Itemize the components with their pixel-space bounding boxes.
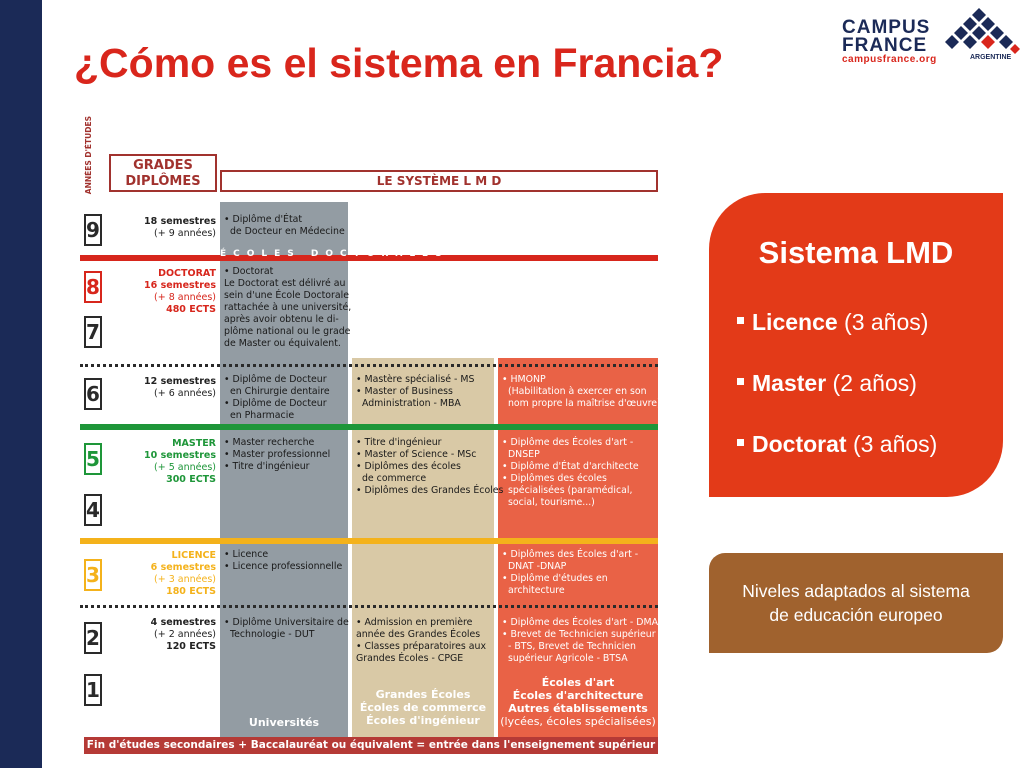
sem-ects: 180 ECTS (166, 586, 216, 597)
univ-cell-2: • Diplôme Universitaire de Technologie - DUT (224, 617, 349, 640)
grades-header-line-2: DIPLÔMES (125, 174, 201, 189)
bullet-icon (737, 439, 744, 446)
sem-level: DOCTORAT (158, 268, 216, 279)
sem-years: (+ 2 années) (154, 629, 216, 640)
sem-years: (+ 8 années) (154, 292, 216, 303)
univ-cell-9: • Diplôme d'État de Docteur en Médecine (224, 214, 345, 237)
years-vertical-label: ANNÉES D'ÉTUDES (84, 116, 93, 195)
sem-years: (+ 6 années) (154, 388, 216, 399)
lmd-system-diagram (80, 110, 662, 758)
lmd-item-duration: (3 años) (837, 309, 929, 335)
grandes-head-2: Écoles de commerce (359, 701, 487, 714)
separator-line (80, 364, 658, 367)
art-head-3: Autres établissements (508, 702, 648, 715)
slide-title: ¿Cómo es el sistema en Francia? (74, 40, 724, 86)
sem-label: 16 semestres (144, 280, 216, 291)
lmd-item-label: Licence (752, 309, 838, 335)
bullet-icon (737, 317, 744, 324)
logo-diamonds-icon (934, 6, 1024, 54)
grades-header-line-1: GRADES (133, 158, 193, 173)
univ-column-head: Universités (248, 716, 320, 729)
year-box-8: 8 (84, 271, 102, 303)
sem-ects: 300 ECTS (166, 474, 216, 485)
lmd-item-doctorat (737, 431, 937, 458)
bullet-icon (737, 378, 744, 385)
univ-cell-8: • Doctorat Le Doctorat est délivré au sein d'une École Doctorale rattachée à une université, après avoir obtenu le di- plôme national ou le grade de Master ou équivalent. (224, 266, 352, 349)
separator-line (80, 605, 658, 608)
year-box-9: 9 (84, 214, 102, 246)
art-head-sub: (lycées, écoles spécialisées) (500, 715, 656, 728)
art-head-2: Écoles d'architecture (512, 689, 644, 702)
sem-label: 18 semestres (144, 216, 216, 227)
sem-years: (+ 5 années) (154, 462, 216, 473)
year-box-3: 3 (84, 559, 102, 591)
sem-label: 10 semestres (144, 450, 216, 461)
semesters-10 (110, 438, 216, 486)
logo-country: ARGENTINE (970, 54, 1012, 61)
univ-cell-3: • Licence • Licence professionnelle (224, 549, 343, 572)
sem-label: 12 semestres (144, 376, 216, 387)
lmd-item-licence (737, 309, 928, 336)
year-box-2: 2 (84, 622, 102, 654)
niveles-line-2: de educación europeo (769, 605, 943, 625)
year-box-1: 1 (84, 674, 102, 706)
semesters-18 (110, 216, 216, 240)
licence-yellow-line (80, 538, 658, 544)
left-accent-bar (0, 0, 42, 768)
niveles-line-1: Niveles adaptados al sistema (742, 581, 970, 601)
lmd-item-duration: (3 años) (846, 431, 938, 457)
sem-level: MASTER (172, 438, 216, 449)
semesters-16 (110, 268, 216, 316)
master-green-line (80, 424, 658, 430)
logo-url: campusfrance.org (842, 54, 937, 65)
campus-france-logo (838, 6, 1024, 68)
sem-ects: 480 ECTS (166, 304, 216, 315)
grandes-cell-2: • Admission en première année des Grandes Écoles • Classes préparatoires aux Grandes Écoles - CPGE (356, 617, 486, 664)
ecoles-doctorales-label: ÉCOLES DOCTORALES (220, 249, 449, 259)
semesters-4 (110, 617, 216, 653)
grandes-head-1: Grandes Écoles (375, 688, 471, 701)
grandes-cell-5: • Titre d'ingénieur • Master of Science - MSc • Diplômes des écoles de commerce • Diplômes des Grandes Écoles (356, 437, 504, 496)
grandes-head-3: Écoles d'ingénieur (366, 714, 480, 727)
lmd-item-master (737, 370, 917, 397)
year-box-5: 5 (84, 443, 102, 475)
sem-ects: 120 ECTS (166, 641, 216, 652)
lmd-panel-title: Sistema LMD (758, 235, 954, 270)
semesters-12 (110, 376, 216, 400)
semesters-6 (110, 550, 216, 598)
art-head-1: Écoles d'art (541, 676, 615, 689)
sem-label: 4 semestres (150, 617, 216, 628)
grandes-cell-6: • Mastère spécialisé - MS • Master of Business Administration - MBA (356, 374, 475, 409)
system-header: LE SYSTÈME L M D (220, 170, 658, 192)
univ-cell-5: • Master recherche • Master professionnel • Titre d'ingénieur (224, 437, 331, 472)
sem-label: 6 semestres (150, 562, 216, 573)
lmd-item-label: Doctorat (752, 431, 847, 457)
year-box-7: 7 (84, 316, 102, 348)
logo-line-2: FRANCE (842, 35, 928, 56)
grandes-ecoles-column (352, 358, 494, 737)
art-cell-2: • Diplôme des Écoles d'art - DMA • Brevet de Technicien supérieur - BTS, Brevet de Technicien supérieur Agricole - BTSA (502, 617, 659, 664)
sem-level: LICENCE (171, 550, 216, 561)
art-column-head (498, 676, 658, 728)
grades-header (109, 154, 217, 192)
lmd-item-duration: (2 años) (826, 370, 917, 396)
art-cell-5: • Diplôme des Écoles d'art - DNSEP • Diplôme d'État d'architecte • Diplômes des écoles spécialisées (paramédical, social, tourisme...) (502, 437, 639, 508)
sem-years: (+ 9 années) (154, 228, 216, 239)
univ-cell-6: • Diplôme de Docteur en Chirurgie dentaire • Diplôme de Docteur en Pharmacie (224, 374, 330, 421)
niveles-info-box (709, 553, 1003, 653)
year-box-6: 6 (84, 378, 102, 410)
lmd-item-label: Master (752, 370, 827, 396)
grandes-column-head (352, 688, 494, 727)
lmd-summary-panel (709, 193, 1003, 497)
logo-line-1: CAMPUS (842, 17, 931, 38)
diagram-footer: Fin d'études secondaires + Baccalauréat ou équivalent = entrée dans l'enseignement supérieur (84, 737, 658, 754)
year-box-4: 4 (84, 494, 102, 526)
sem-years: (+ 3 années) (154, 574, 216, 585)
art-cell-6: • HMONP (Habilitation à exercer en son nom propre la maîtrise d'œuvre) (502, 374, 661, 409)
art-cell-3: • Diplômes des Écoles d'art - DNAT -DNAP • Diplôme d'études en architecture (502, 549, 639, 596)
